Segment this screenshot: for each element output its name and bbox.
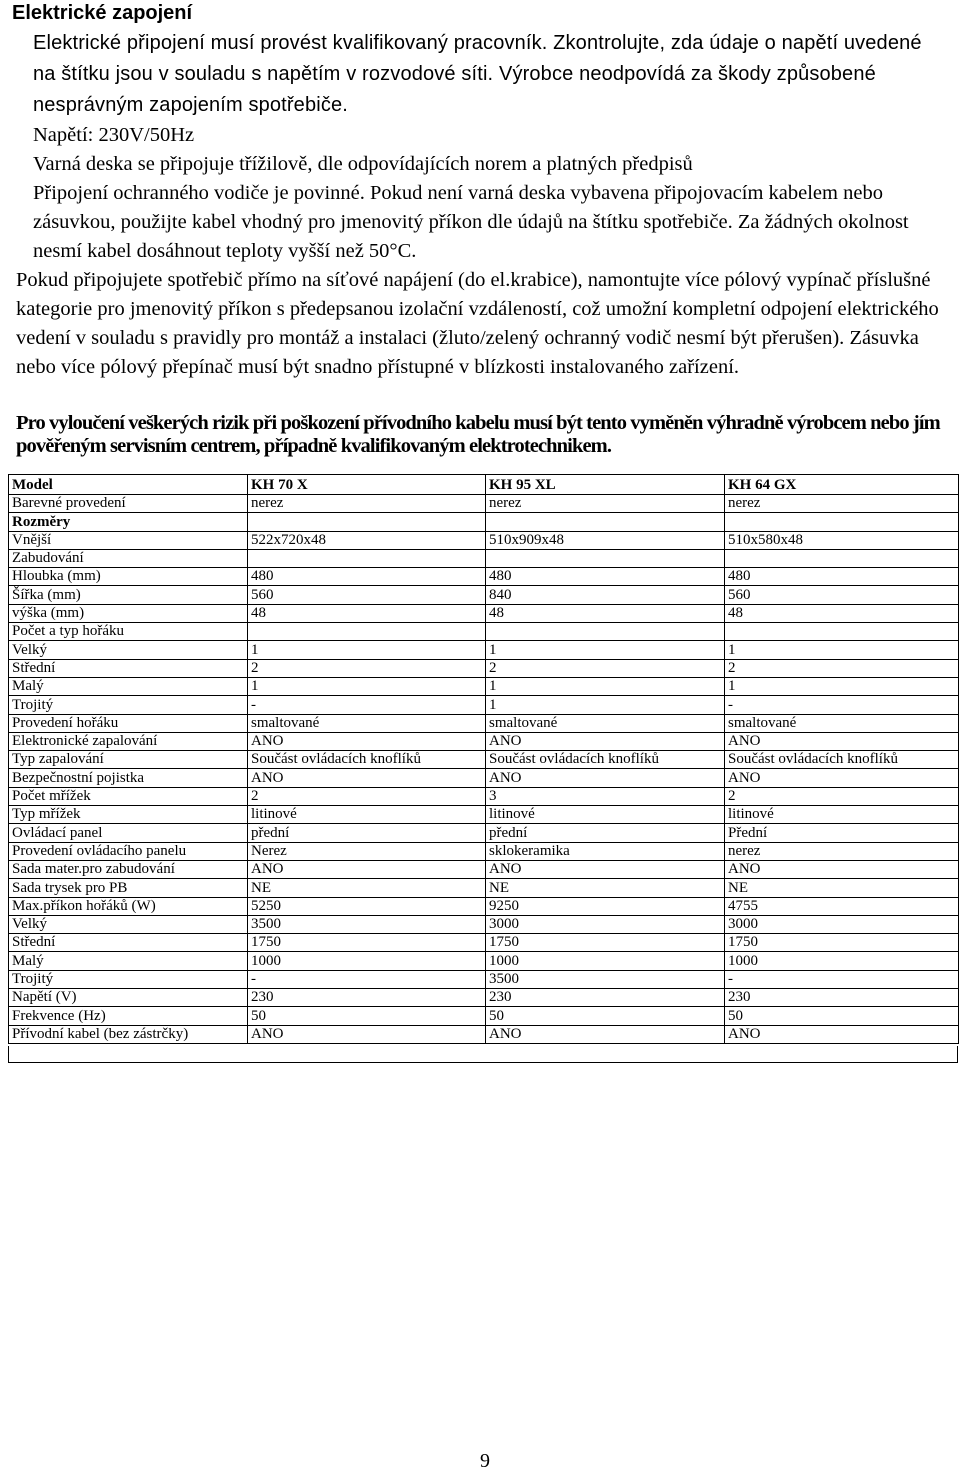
- row-value-cell: smaltované: [486, 714, 725, 732]
- table-row: [9, 677, 959, 695]
- row-label-cell: Střední: [9, 659, 248, 677]
- row-value-cell: 510x909x48: [486, 531, 725, 549]
- row-value-cell: 3000: [486, 915, 725, 933]
- table-header-row: [9, 475, 959, 495]
- table-row: [9, 934, 959, 952]
- row-label-cell: Vnější: [9, 531, 248, 549]
- row-value-cell: 230: [486, 989, 725, 1007]
- row-label-cell: Sada mater.pro zabudování: [9, 860, 248, 878]
- table-row: [9, 989, 959, 1007]
- specification-table: [8, 474, 959, 1044]
- table-row: [9, 732, 959, 750]
- row-value-cell: 50: [486, 1007, 725, 1025]
- row-value-cell: nerez: [725, 842, 959, 860]
- table-row: [9, 879, 959, 897]
- socket-text: Zásuvka nebo více pólový přepínač musí být snadno přístupné v blízkosti instalovaného zařízení.: [16, 327, 919, 378]
- row-value-cell: 48: [486, 604, 725, 622]
- table-row: [9, 586, 959, 604]
- row-value-cell: NE: [486, 879, 725, 897]
- table-row: [9, 897, 959, 915]
- row-value-cell: [248, 623, 486, 641]
- row-label-cell: Provedení hořáku: [9, 714, 248, 732]
- row-value-cell: [725, 549, 959, 567]
- row-value-cell: NE: [725, 879, 959, 897]
- row-label-cell: Max.příkon hořáků (W): [9, 897, 248, 915]
- table-row: [9, 531, 959, 549]
- row-value-cell: [486, 513, 725, 531]
- row-value-cell: smaltované: [725, 714, 959, 732]
- row-value-cell: nerez: [486, 495, 725, 513]
- row-label-cell: Elektronické zapalování: [9, 732, 248, 750]
- row-value-cell: ANO: [486, 1025, 725, 1043]
- table-row: [9, 659, 959, 677]
- connection-instructions: [16, 121, 948, 382]
- row-value-cell: smaltované: [248, 714, 486, 732]
- row-value-cell: [725, 623, 959, 641]
- row-value-cell: [486, 623, 725, 641]
- row-label-cell: Frekvence (Hz): [9, 1007, 248, 1025]
- row-value-cell: litinové: [486, 806, 725, 824]
- table-row: [9, 787, 959, 805]
- table-row: [9, 952, 959, 970]
- direct-connection-paragraph: [16, 266, 948, 382]
- row-value-cell: 3500: [486, 970, 725, 988]
- row-value-cell: ANO: [725, 1025, 959, 1043]
- table-row: [9, 860, 959, 878]
- row-value-cell: 1000: [486, 952, 725, 970]
- row-value-cell: [725, 513, 959, 531]
- row-value-cell: 230: [725, 989, 959, 1007]
- row-value-cell: 48: [248, 604, 486, 622]
- direct-connection-text: Pokud připojujete spotřebič přímo na síťové napájení (do el.krabice), namontujte více pólový vypínač příslušné kategorie pro jmenovitý příkon s předepsanou izolační vzdáleností, což umožní kompletní odpojení elektrického vedení v souladu s pravidly pro montáž a instalaci (žluto/zelený ochranný vodič nesmí být přerušen).: [16, 269, 939, 349]
- row-label-cell: Malý: [9, 677, 248, 695]
- row-value-cell: [248, 513, 486, 531]
- row-value-cell: Součást ovládacích knoflíků: [486, 751, 725, 769]
- row-label-cell: Rozměry: [9, 513, 248, 531]
- row-label-cell: Typ zapalování: [9, 751, 248, 769]
- row-value-cell: [248, 549, 486, 567]
- row-value-cell: 1: [486, 641, 725, 659]
- row-label-cell: Počet mřížek: [9, 787, 248, 805]
- row-value-cell: 50: [248, 1007, 486, 1025]
- row-label-cell: Barevné provedení: [9, 495, 248, 513]
- row-value-cell: Součást ovládacích knoflíků: [248, 751, 486, 769]
- row-label-cell: Napětí (V): [9, 989, 248, 1007]
- table-row: [9, 970, 959, 988]
- table-row: [9, 623, 959, 641]
- row-value-cell: Součást ovládacích knoflíků: [725, 751, 959, 769]
- row-label-cell: Velký: [9, 915, 248, 933]
- row-label-cell: Šířka (mm): [9, 586, 248, 604]
- row-value-cell: 1750: [486, 934, 725, 952]
- row-value-cell: 510x580x48: [725, 531, 959, 549]
- row-label-cell: Malý: [9, 952, 248, 970]
- row-label-cell: Typ mřížek: [9, 806, 248, 824]
- table-row: [9, 495, 959, 513]
- table-row: [9, 549, 959, 567]
- row-label-cell: výška (mm): [9, 604, 248, 622]
- grounding-text: Připojení ochranného vodiče je povinné.: [33, 182, 365, 204]
- header-cell-model: Model: [9, 475, 248, 495]
- wiring-line: Varná deska se připojuje třížilově, dle odpovídajících norem a platných předpisů: [33, 153, 693, 175]
- header-cell-variant: KH 64 GX: [725, 475, 959, 495]
- row-value-cell: 2: [248, 787, 486, 805]
- grounding-cable-paragraph: [16, 179, 948, 266]
- row-value-cell: litinové: [248, 806, 486, 824]
- table-row: [9, 714, 959, 732]
- row-value-cell: přední: [248, 824, 486, 842]
- row-value-cell: 840: [486, 586, 725, 604]
- row-value-cell: 560: [725, 586, 959, 604]
- cable-warning: Pro vyloučení veškerých rizik při poškození přívodního kabelu musí být tento vyměněn výhradně výrobcem nebo jím pověřeným servisním centrem, případně kvalifikovaným elektrotechnikem.: [16, 412, 940, 457]
- row-value-cell: nerez: [725, 495, 959, 513]
- row-value-cell: -: [725, 970, 959, 988]
- row-label-cell: Počet a typ hořáku: [9, 623, 248, 641]
- row-value-cell: 1: [248, 641, 486, 659]
- table-row: [9, 513, 959, 531]
- row-value-cell: 480: [725, 568, 959, 586]
- header-cell-variant: KH 70 X: [248, 475, 486, 495]
- row-value-cell: 5250: [248, 897, 486, 915]
- row-value-cell: přední: [486, 824, 725, 842]
- row-value-cell: -: [248, 696, 486, 714]
- row-label-cell: Ovládací panel: [9, 824, 248, 842]
- table-row: [9, 824, 959, 842]
- row-value-cell: 230: [248, 989, 486, 1007]
- row-value-cell: 1: [486, 677, 725, 695]
- row-value-cell: ANO: [725, 732, 959, 750]
- row-value-cell: 522x720x48: [248, 531, 486, 549]
- row-value-cell: 50: [725, 1007, 959, 1025]
- row-value-cell: ANO: [248, 1025, 486, 1043]
- row-label-cell: Hloubka (mm): [9, 568, 248, 586]
- row-value-cell: 2: [725, 787, 959, 805]
- table-row: [9, 696, 959, 714]
- row-value-cell: 4755: [725, 897, 959, 915]
- row-label-cell: Trojitý: [9, 970, 248, 988]
- row-value-cell: nerez: [248, 495, 486, 513]
- row-value-cell: ANO: [248, 732, 486, 750]
- table-row: [9, 604, 959, 622]
- row-value-cell: Nerez: [248, 842, 486, 860]
- row-value-cell: 3500: [248, 915, 486, 933]
- row-label-cell: Zabudování: [9, 549, 248, 567]
- table-empty-footer: [8, 1046, 958, 1063]
- row-value-cell: litinové: [725, 806, 959, 824]
- row-value-cell: sklokeramika: [486, 842, 725, 860]
- row-value-cell: -: [725, 696, 959, 714]
- voltage-line: Napětí: 230V/50Hz: [33, 124, 195, 146]
- row-value-cell: 480: [248, 568, 486, 586]
- row-value-cell: Přední: [725, 824, 959, 842]
- row-value-cell: 1: [248, 677, 486, 695]
- row-label-cell: Trojitý: [9, 696, 248, 714]
- row-value-cell: ANO: [248, 769, 486, 787]
- row-value-cell: 2: [248, 659, 486, 677]
- intro-paragraph: Elektrické připojení musí provést kvalifikovaný pracovník. Zkontrolujte, zda údaje o napětí uvedené na štítku jsou v souladu s napětím v rozvodové síti. Výrobce neodpovídá za škody způsobené nesprávným zapojením spotřebiče.: [33, 32, 922, 116]
- row-value-cell: 48: [725, 604, 959, 622]
- row-value-cell: 1: [725, 641, 959, 659]
- row-label-cell: Bezpečnostní pojistka: [9, 769, 248, 787]
- row-value-cell: 1000: [725, 952, 959, 970]
- temperature-text: Za žádných okolnost nesmí kabel dosáhnout teploty vyšší než 50°C.: [33, 211, 909, 262]
- row-value-cell: 1750: [248, 934, 486, 952]
- row-value-cell: 1: [725, 677, 959, 695]
- row-value-cell: 1: [486, 696, 725, 714]
- row-value-cell: ANO: [486, 769, 725, 787]
- row-value-cell: ANO: [725, 860, 959, 878]
- row-value-cell: 560: [248, 586, 486, 604]
- row-label-cell: Přívodní kabel (bez zástrčky): [9, 1025, 248, 1043]
- table-row: [9, 769, 959, 787]
- row-value-cell: 9250: [486, 897, 725, 915]
- row-value-cell: [486, 549, 725, 567]
- header-cell-variant: KH 95 XL: [486, 475, 725, 495]
- cable-text: Pokud není varná deska vybavena připojovacím kabelem nebo zásuvkou, použijte kabel vhodný pro jmenovitý příkon dle údajů na štítku spotřebiče.: [33, 182, 883, 233]
- table-row: [9, 915, 959, 933]
- row-value-cell: NE: [248, 879, 486, 897]
- row-value-cell: 2: [486, 659, 725, 677]
- row-value-cell: 3: [486, 787, 725, 805]
- row-value-cell: -: [248, 970, 486, 988]
- table-row: [9, 568, 959, 586]
- row-value-cell: 3000: [725, 915, 959, 933]
- row-value-cell: ANO: [725, 769, 959, 787]
- row-value-cell: ANO: [486, 860, 725, 878]
- row-value-cell: 1000: [248, 952, 486, 970]
- row-value-cell: 480: [486, 568, 725, 586]
- row-value-cell: ANO: [248, 860, 486, 878]
- row-value-cell: 1750: [725, 934, 959, 952]
- row-label-cell: Provedení ovládacího panelu: [9, 842, 248, 860]
- table-row: [9, 842, 959, 860]
- table-row: [9, 641, 959, 659]
- table-row: [9, 1025, 959, 1043]
- row-value-cell: 2: [725, 659, 959, 677]
- section-title: Elektrické zapojení: [12, 2, 193, 24]
- row-label-cell: Střední: [9, 934, 248, 952]
- table-row: [9, 751, 959, 769]
- table-row: [9, 1007, 959, 1025]
- page-number: 9: [480, 1450, 490, 1472]
- row-value-cell: ANO: [486, 732, 725, 750]
- row-label-cell: Sada trysek pro PB: [9, 879, 248, 897]
- table-row: [9, 806, 959, 824]
- row-label-cell: Velký: [9, 641, 248, 659]
